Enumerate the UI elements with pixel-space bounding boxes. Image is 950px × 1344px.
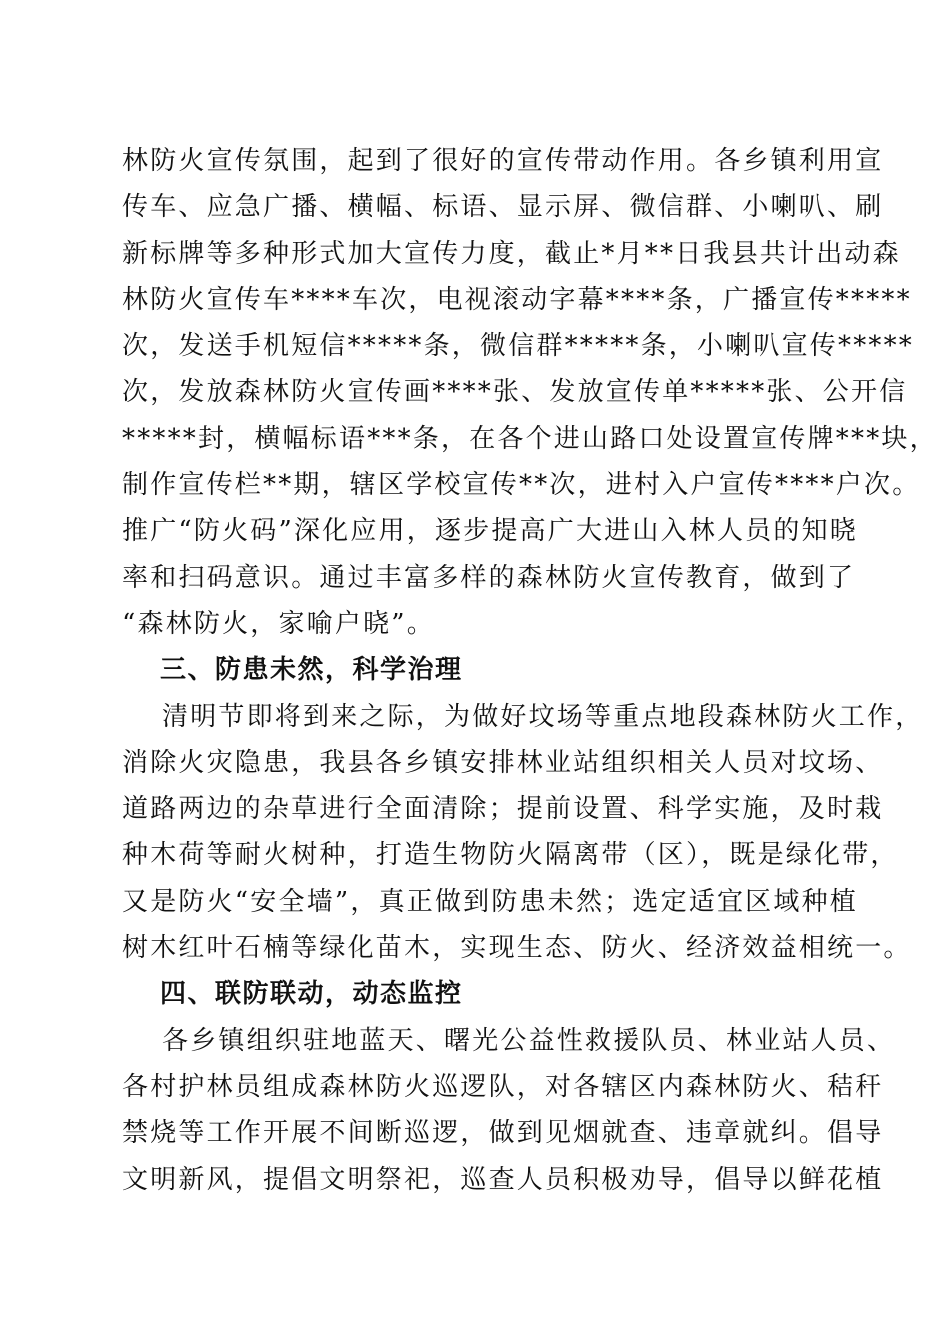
text-line: 禁烧等工作开展不间断巡逻，做到见烟就查、违章就纠。倡导 [122,1118,884,1149]
text-line: 清明节即将到来之际，为做好坟场等重点地段森林防火工作， [162,701,924,732]
paragraph-prevention [122,694,924,972]
text-line: 树木红叶石楠等绿化苗木，实现生态、防火、经济效益相统一。 [122,933,912,964]
text-line: 种木荷等耐火树种，打造生物防火隔离带（区），既是绿化带， [122,840,899,871]
text-line: “森林防火，家喻户晓”。 [122,608,435,639]
text-line: 文明新风，提倡文明祭祀，巡查人员积极劝导，倡导以鲜花植 [122,1164,884,1195]
text-line: 次，发放森林防火宣传画****张、发放宣传单*****张、公开信 [122,377,908,408]
text-line: *****封，横幅标语***条，在各个进山路口处设置宣传牌***块， [122,423,938,454]
text-line: 各村护林员组成森林防火巡逻队，对各辖区内森林防火、秸秆 [122,1071,884,1102]
text-line: 林防火宣传车****车次，电视滚动字幕****条，广播宣传***** [122,284,912,315]
text-line: 传车、应急广播、横幅、标语、显示屏、微信群、小喇叭、刷 [122,192,884,223]
text-line: 消除火灾隐患，我县各乡镇安排林业站组织相关人员对坟场、 [122,747,884,778]
document-body [122,138,938,1203]
paragraph-publicity [122,138,938,647]
paragraph-patrol [122,1018,896,1203]
text-line: 又是防火“安全墙”，真正做到防患未然；选定适宜区域种植 [122,886,858,917]
text-line: 林防火宣传氛围，起到了很好的宣传带动作用。各乡镇利用宣 [122,146,884,176]
section-heading-3: 三、防患未然，科学治理 [160,655,463,686]
text-line: 各乡镇组织驻地蓝天、曙光公益性救援队员、林业站人员、 [162,1025,896,1056]
text-line: 率和扫码意识。通过丰富多样的森林防火宣传教育，做到了 [122,562,856,593]
text-line: 次，发送手机短信*****条，微信群*****条，小喇叭宣传***** [122,331,915,362]
text-line: 制作宣传栏**期，辖区学校宣传**次，进村入户宣传****户次。 [122,470,921,501]
text-line: 道路两边的杂草进行全面清除；提前设置、科学实施，及时栽 [122,794,884,825]
text-line: 推广“防火码”深化应用，逐步提高广大进山入林人员的知晓 [122,516,858,547]
text-line: 新标牌等多种形式加大宣传力度，截止*月**日我县共计出动森 [122,238,901,269]
section-heading-4: 四、联防联动，动态监控 [160,979,463,1010]
